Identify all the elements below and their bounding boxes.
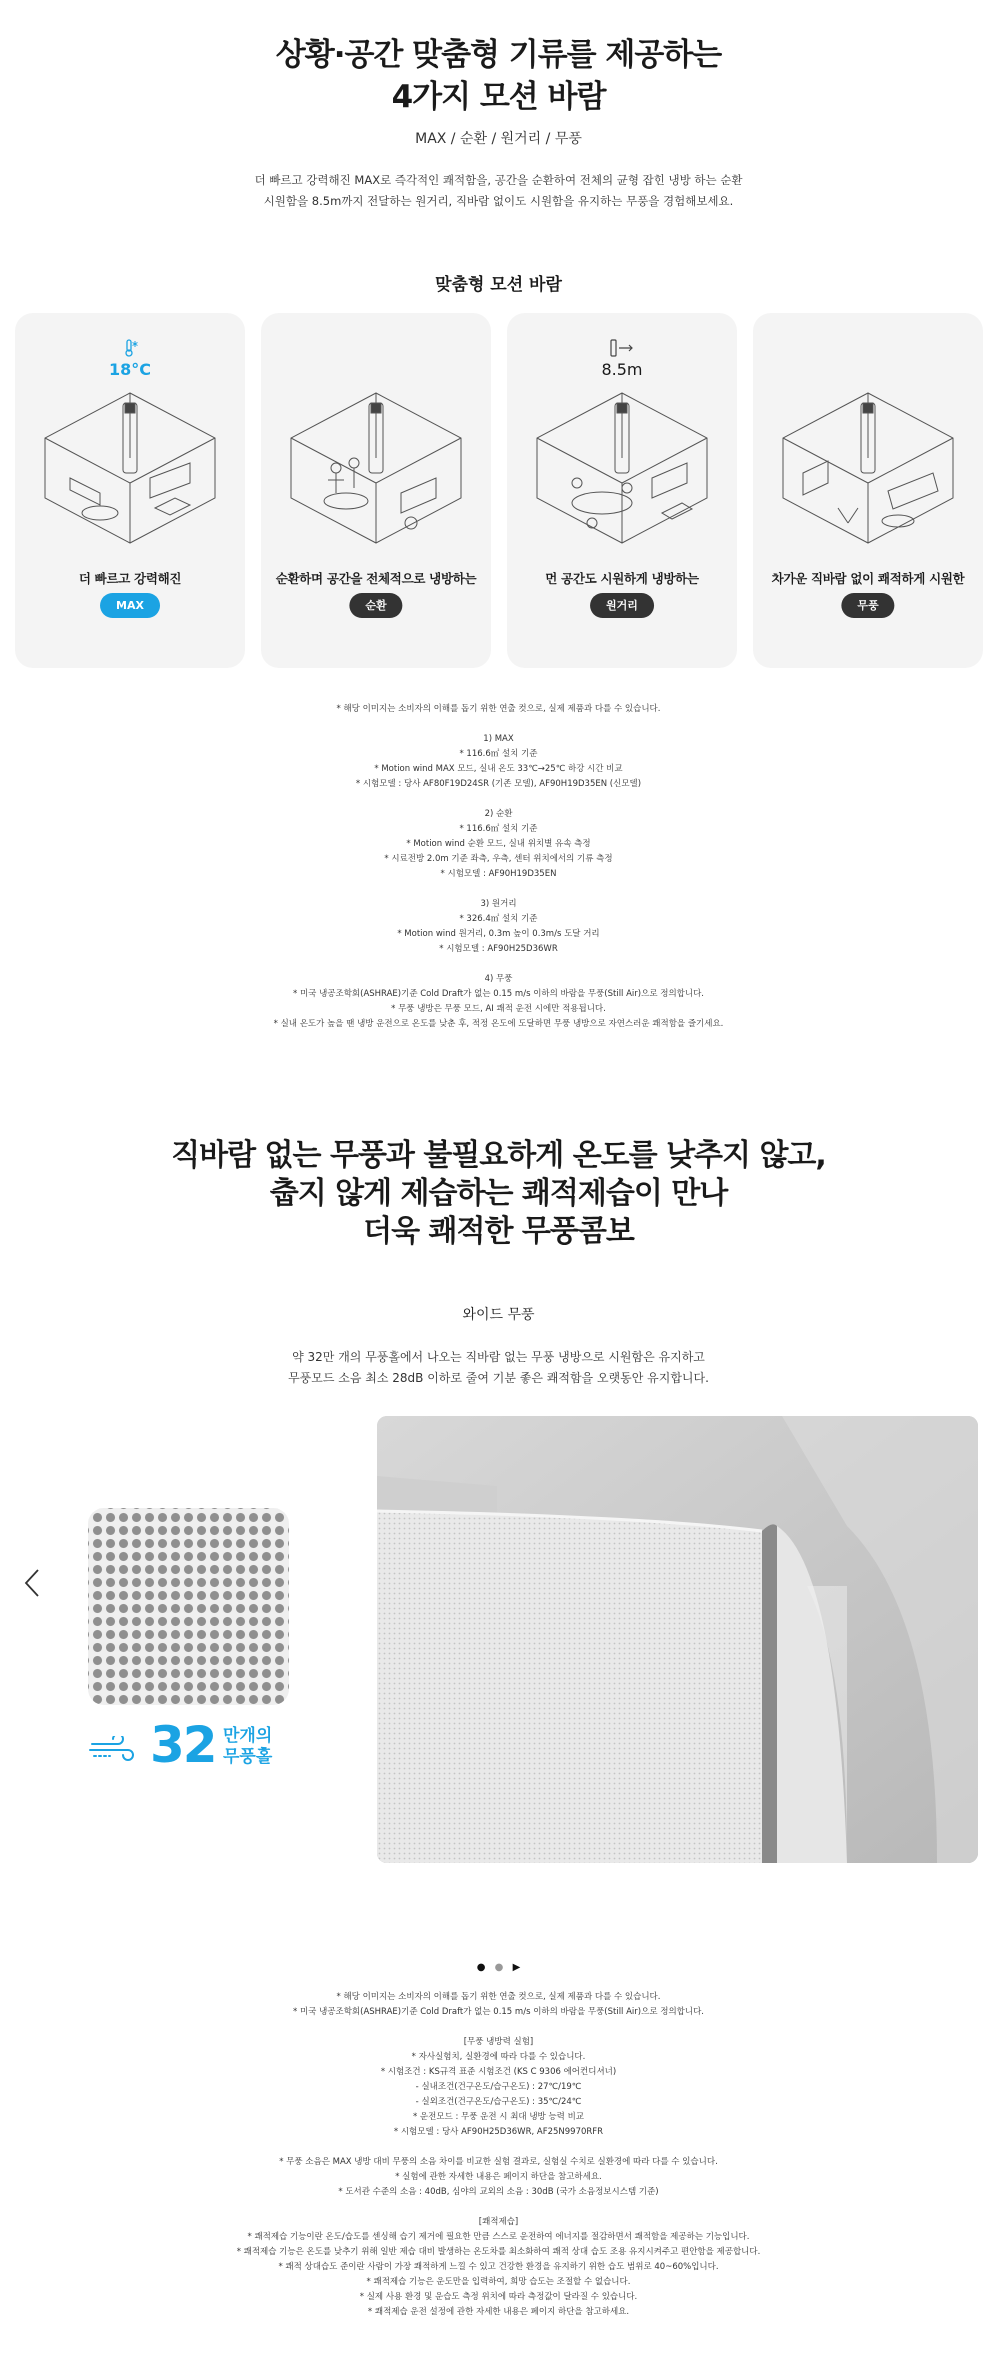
- section-title: 맞춤형 모션 바람: [435, 275, 562, 295]
- slide-description-line1: 약 32만 개의 무풍홀에서 나오는 직바람 없는 무풍 냉방으로 시원함은 유지하고: [292, 1350, 705, 1364]
- hole-count-unit-line1: 만개의: [223, 1726, 273, 1746]
- hole-count-unit-line2: 무풍홀: [223, 1747, 273, 1767]
- note-line: * 시험조건 : KS규격 표준 시험조건 (KS C 9306 에어컨디셔너): [380, 2067, 617, 2077]
- room-illustration-circulation: [276, 383, 476, 553]
- card-max: [15, 313, 245, 668]
- max-temp-label: 18°C: [108, 360, 151, 379]
- note-line: * 자사실험치, 실환경에 따라 다를 수 있습니다.: [411, 2052, 586, 2062]
- note-line: * 시료전방 2.0m 기준 좌측, 우측, 센터 위치에서의 기류 측정: [384, 854, 613, 864]
- note-line: * 미국 냉공조학회(ASHRAE)기준 Cold Draft가 없는 0.15 m/s 이하의 바람을 무풍(Still Air)으로 정의합니다.: [293, 989, 704, 999]
- note-line: * 116.6㎡ 설치 기준: [459, 749, 538, 759]
- note-line: - 실외조건(건구온도/습구온도) : 35℃/24℃: [415, 2097, 582, 2107]
- note-line: * 시험모델 : 당사 AF90H25D36WR, AF25N9970RFR: [393, 2127, 604, 2137]
- hero-title-line2: 4가지 모션 바람: [391, 79, 606, 115]
- perforated-panel-image: [88, 1508, 289, 1705]
- hero-title-line1: 상황·공간 맞춤형 기류를 제공하는: [275, 37, 722, 73]
- note-line: [0, 792, 997, 807]
- note-line: 1) MAX: [483, 734, 514, 744]
- note-line: * Motion wind MAX 모드, 실내 온도 33℃→25℃ 하강 시간 비교: [374, 764, 623, 774]
- pager-dot-1[interactable]: ●: [476, 1962, 486, 1973]
- slide-description-line2: 무풍모드 소음 최소 28dB 이하로 줄여 기분 좋은 쾌적함을 오랫동안 유지합니다.: [288, 1371, 709, 1385]
- pager-play-button[interactable]: ▶: [512, 1962, 521, 1973]
- pager-dot-2[interactable]: ●: [494, 1962, 504, 1973]
- combo-title-line3: 더욱 쾌적한 무풍콤보: [363, 1214, 634, 1249]
- distance-icon: [507, 338, 737, 362]
- room-illustration-long-distance: [522, 383, 722, 553]
- hero-description: [0, 170, 997, 212]
- note-line: * 쾌적제습 기능이란 온도/습도를 센싱해 습기 제거에 필요한 만큼 스스로 운전하여 에너지를 절감하면서 쾌적함을 제공하는 기능입니다.: [247, 2232, 750, 2242]
- mode-button-max[interactable]: MAX: [100, 593, 160, 618]
- note-line: * 실내 온도가 높을 땐 냉방 운전으로 온도를 낮춘 후, 적정 온도에 도달하면 무풍 냉방으로 자연스러운 쾌적함을 즐기세요.: [273, 1019, 724, 1029]
- note-line: * Motion wind 원거리, 0.3m 높이 0.3m/s 도달 거리: [397, 929, 600, 939]
- note-line: 4) 무풍: [484, 974, 513, 984]
- wind-icon: [88, 1736, 143, 1762]
- slide-label: 와이드 무풍: [462, 1307, 535, 1323]
- note-line: * 116.6㎡ 설치 기준: [459, 824, 538, 834]
- note-line: [0, 957, 997, 972]
- room-illustration-windfree: [768, 383, 968, 553]
- card-circulation-caption: 순환하며 공간을 전체적으로 냉방하는: [275, 571, 477, 586]
- hole-count-unit: [223, 1726, 272, 1768]
- note-line: * 무풍 냉방은 무풍 모드, AI 쾌적 운전 시에만 적용됩니다.: [391, 1004, 606, 1014]
- combo-title-line2: 춥지 않게 제습하는 쾌적제습이 만나: [269, 1176, 728, 1211]
- carousel-pagination: [0, 1962, 997, 1973]
- note-line: [쾌적제습]: [478, 2217, 519, 2227]
- note-line: * 실험에 관한 자세한 내용은 페이지 하단을 참고하세요.: [395, 2172, 602, 2182]
- note-line: * 실제 사용 환경 및 운습도 측정 위치에 따라 측정값이 달라질 수 있습니다.: [359, 2292, 638, 2302]
- mode-button-windfree[interactable]: 무풍: [841, 593, 894, 618]
- disclaimer-notes-motion: [0, 702, 997, 1032]
- note-line: [0, 2140, 997, 2155]
- room-illustration-max: [30, 383, 230, 553]
- note-line: [0, 2200, 997, 2215]
- thermometer-snow-icon: [15, 338, 245, 362]
- note-line: * 쾌적제습 기능은 온도를 낮추기 위해 일반 제습 대비 발생하는 온도차를 최소화하여 쾌적 상대 습도 조용 유지시켜주고 편안함을 제공합니다.: [236, 2247, 761, 2257]
- motion-modes: MAX / 순환 / 원거리 / 무풍: [415, 131, 582, 147]
- slide-description: [0, 1347, 997, 1389]
- hero-title: [0, 34, 997, 118]
- disclaimer-notes-windfree: [0, 1990, 997, 2320]
- note-line: 3) 원거리: [480, 899, 517, 909]
- note-line: [0, 717, 997, 732]
- note-line: * 운전모드 : 무풍 운전 시 최대 냉방 능력 비교: [412, 2112, 585, 2122]
- note-line: [무풍 냉방력 실험]: [463, 2037, 534, 2047]
- card-circulation: [261, 313, 491, 668]
- combo-title: [0, 1137, 997, 1251]
- card-long-distance: [507, 313, 737, 668]
- hole-count-number: 32: [150, 1716, 216, 1774]
- combo-title-line1: 직바람 없는 무풍과 불필요하게 온도를 낮추지 않고,: [171, 1138, 826, 1173]
- note-line: [0, 2020, 997, 2035]
- card-long-distance-caption: 먼 공간도 시원하게 냉방하는: [545, 571, 699, 586]
- mode-button-long-distance[interactable]: 원거리: [590, 593, 654, 618]
- note-line: * 쾌적제습 기능은 운도만을 입력하여, 희망 습도는 조절할 수 없습니다.: [366, 2277, 631, 2287]
- note-line: * 쾌적제습 운전 설정에 관한 자세한 내용은 페이지 하단을 참고하세요.: [367, 2307, 630, 2317]
- note-line: * Motion wind 순환 모드, 실내 위치별 유속 측정: [406, 839, 591, 849]
- note-line: * 미국 냉공조학회(ASHRAE)기준 Cold Draft가 없는 0.15 m/s 이하의 바람을 무풍(Still Air)으로 정의합니다.: [293, 2007, 704, 2017]
- note-line: * 해당 이미지는 소비자의 이해를 돕기 위한 연출 컷으로, 실제 제품과 다를 수 있습니다.: [336, 704, 661, 714]
- note-line: * 시험모델 : AF90H19D35EN: [440, 869, 557, 879]
- card-windfree: [753, 313, 983, 668]
- hero-description-line1: 더 빠르고 강력해진 MAX로 즉각적인 쾌적함을, 공간을 순환하여 전체의 균형 잡힌 냉방 하는 순환: [254, 173, 743, 187]
- note-line: - 실내조건(건구온도/습구온도) : 27℃/19℃: [415, 2082, 582, 2092]
- note-line: [0, 882, 997, 897]
- note-line: * 무풍 소음은 MAX 냉방 대비 무풍의 소음 차이를 비교한 실험 결과로, 실험실 수치로 실환경에 따라 다를 수 있습니다.: [279, 2157, 718, 2167]
- windfree-hole-count: [88, 1716, 328, 1780]
- card-max-caption: 더 빠르고 강력해진: [78, 571, 182, 586]
- note-line: * 시험모델 : AF90H25D36WR: [439, 944, 558, 954]
- distance-label: 8.5m: [601, 360, 643, 379]
- note-line: 2) 순환: [484, 809, 513, 819]
- note-line: * 326.4㎡ 설치 기준: [459, 914, 538, 924]
- chevron-left-icon[interactable]: [24, 1568, 40, 1606]
- hero-description-line2: 시원함을 8.5m까지 전달하는 원거리, 직바람 없이도 시원함을 유지하는 무풍을 경험해보세요.: [263, 194, 734, 208]
- note-line: * 도서관 수준의 소음 : 40dB, 심야의 교외의 소음 : 30dB (국가 소음정보시스템 기준): [338, 2187, 659, 2197]
- mode-button-circulation[interactable]: 순환: [349, 593, 402, 618]
- note-line: * 해당 이미지는 소비자의 이해를 돕기 위한 연출 컷으로, 실제 제품과 다를 수 있습니다.: [336, 1992, 661, 2002]
- air-conditioner-product-image: [377, 1416, 978, 1863]
- card-windfree-caption: 차가운 직바람 없이 쾌적하게 시원한: [771, 571, 965, 586]
- note-line: * 시험모델 : 당사 AF80F19D24SR (기존 모델), AF90H19D35EN (신모델): [355, 779, 642, 789]
- note-line: * 쾌적 상대습도 준이란 사람이 가장 쾌적하게 느낄 수 있고 건강한 환경을 유지하기 위한 습도 범위로 40~60%입니다.: [278, 2262, 719, 2272]
